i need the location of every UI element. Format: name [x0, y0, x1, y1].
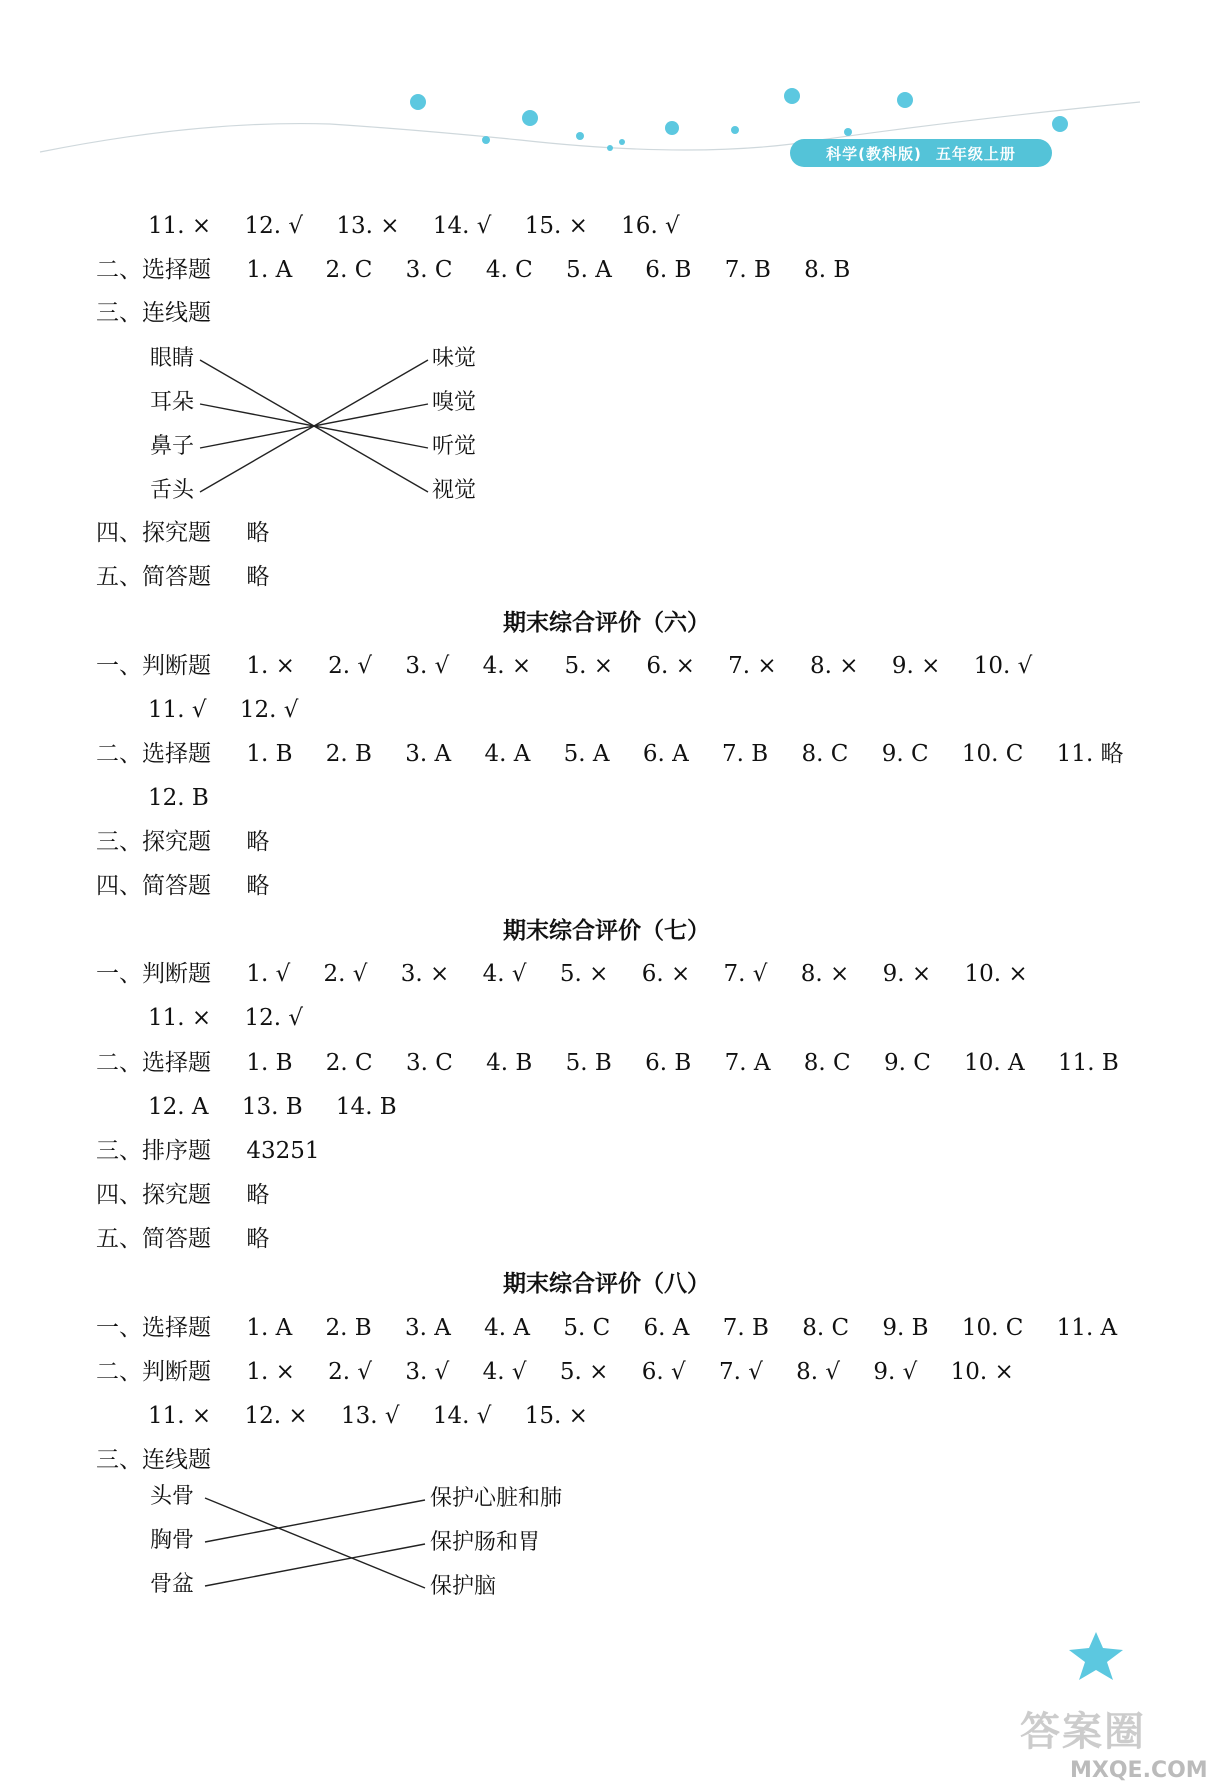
match-right-item: 保护肠和胃: [430, 1530, 541, 1555]
answer-item: 1. A: [246, 257, 293, 283]
judge-line: [96, 960, 1054, 988]
question-label: 二、选择题: [96, 257, 211, 283]
answer-item: 10. ×: [964, 961, 1028, 987]
answer-item: 略: [246, 1182, 270, 1208]
match-right-item: 保护心脏和肺: [430, 1486, 563, 1511]
answer-item: 12. ×: [244, 1403, 308, 1429]
answer-item: 略: [246, 829, 270, 855]
match-left-item: 头骨: [150, 1484, 195, 1509]
answer-item: 15. ×: [524, 213, 588, 239]
answer-item: 11. √: [148, 697, 207, 723]
answer-item: 3. ×: [400, 961, 450, 987]
answer-item: 6. B: [645, 1050, 692, 1076]
match-left-item: 胸骨: [150, 1528, 195, 1553]
answer-item: 12. √: [244, 1005, 304, 1031]
answer-item: 5. A: [563, 741, 610, 767]
answer-item: 8. C: [802, 1315, 850, 1341]
judge-continuation-line: [148, 1004, 329, 1032]
answer-item: 3. A: [405, 741, 452, 767]
answer-item: 3. √: [405, 653, 450, 679]
answer-item: 6. B: [645, 257, 692, 283]
answer-item: 9. ×: [891, 653, 941, 679]
judge-continuation-line: [148, 1402, 614, 1430]
page-number-star-icon: [1065, 1630, 1127, 1682]
answer-item: 6. ×: [641, 961, 691, 987]
answer-item: 12. √: [239, 697, 299, 723]
choice-continuation-line: [148, 784, 235, 812]
match-line: [205, 1500, 425, 1542]
question-label: 二、判断题: [96, 1359, 211, 1385]
answer-item: 3. √: [405, 1359, 450, 1385]
choice-line: [96, 1314, 1143, 1342]
answer-item: 5. C: [563, 1315, 611, 1341]
badge-grade: 五年级上册: [935, 144, 1016, 163]
answer-item: 4. √: [482, 961, 527, 987]
match-left-item: 鼻子: [150, 434, 195, 459]
answer-item: 1. B: [246, 741, 293, 767]
answer-item: 略: [246, 564, 270, 590]
answer-item: 6. A: [643, 1315, 690, 1341]
choice-line: [96, 740, 1150, 768]
answer-item: 2. √: [323, 961, 368, 987]
answer-item: 7. A: [724, 1050, 771, 1076]
match-right-item: 听觉: [432, 434, 477, 459]
short-answer-line: [96, 1225, 269, 1253]
answer-item: 略: [246, 873, 270, 899]
choice-continuation-line: [148, 1093, 423, 1121]
question-label: 二、选择题: [96, 1050, 211, 1076]
match-line: [205, 1498, 425, 1588]
answer-item: 2. √: [328, 653, 373, 679]
section-title: 期末综合评价（八）: [503, 1270, 710, 1297]
answer-item: 11. ×: [148, 213, 212, 239]
answer-item: 10. C: [961, 1315, 1024, 1341]
answer-item: 2. B: [325, 1315, 372, 1341]
answer-item: 8. B: [804, 257, 851, 283]
question-label: 五、简答题: [96, 564, 211, 590]
match-right-item: 视觉: [432, 478, 477, 503]
question-label: 一、判断题: [96, 653, 211, 679]
match-right-item: 味觉: [432, 346, 477, 371]
ordering-line: [96, 1137, 319, 1165]
answer-item: 2. C: [325, 1050, 373, 1076]
answer-item: 1. ×: [246, 1359, 295, 1385]
match-right-item: 保护脑: [430, 1574, 497, 1599]
question-label: 二、选择题: [96, 741, 211, 767]
judge-line: [96, 1358, 1040, 1386]
badge-subject: 科学(教科版): [826, 144, 922, 163]
judge-line: [96, 652, 1058, 680]
answer-item: 13. B: [241, 1094, 303, 1120]
explore-line: [96, 1181, 269, 1209]
answer-item: 15. ×: [524, 1403, 588, 1429]
answer-item: 14. √: [432, 1403, 492, 1429]
question-label: 三、探究题: [96, 829, 211, 855]
match-left-item: 耳朵: [150, 390, 195, 415]
answer-item: 8. C: [803, 1050, 851, 1076]
answer-item: 8. ×: [810, 653, 859, 679]
answer-item: 4. ×: [482, 653, 532, 679]
question-label: 三、连线题: [96, 1447, 211, 1473]
answer-item: 3. C: [405, 257, 453, 283]
answer-item: 5. B: [565, 1050, 612, 1076]
answer-item: 4. A: [484, 741, 531, 767]
answer-item: 6. √: [641, 1359, 686, 1385]
watermark-url: MXQE.COM: [1070, 1758, 1208, 1783]
section-title: 期末综合评价（七）: [503, 917, 710, 944]
answer-item: 4. C: [485, 257, 533, 283]
answer-item: 7. B: [724, 257, 771, 283]
answer-item: 43251: [246, 1138, 320, 1164]
answer-item: 4. B: [486, 1050, 533, 1076]
answer-item: 1. ×: [246, 653, 295, 679]
explore-line: [96, 828, 269, 856]
answer-item: 11. B: [1057, 1050, 1119, 1076]
answer-item: 10. A: [964, 1050, 1025, 1076]
answer-item: 10. ×: [950, 1359, 1014, 1385]
answer-item: 11. 略: [1056, 741, 1124, 767]
answer-item: 2. C: [325, 257, 373, 283]
answer-item: 12. A: [148, 1094, 209, 1120]
judge-continuation-line: [148, 696, 324, 724]
answer-item: 6. A: [642, 741, 689, 767]
answer-item: 11. ×: [148, 1403, 212, 1429]
answer-item: 13. ×: [336, 213, 400, 239]
answer-item: 1. √: [246, 961, 291, 987]
answer-item: 16. √: [621, 213, 680, 239]
answer-item: 10. C: [961, 741, 1024, 767]
answer-item: 3. C: [405, 1050, 453, 1076]
answer-item: 7. B: [722, 1315, 769, 1341]
answer-item: 11. ×: [148, 1005, 212, 1031]
answer-item: 9. C: [883, 1050, 931, 1076]
answer-item: 8. √: [796, 1359, 841, 1385]
match-right-item: 嗅觉: [432, 390, 477, 415]
question-label: 四、探究题: [96, 1182, 211, 1208]
answer-item: 4. √: [482, 1359, 527, 1385]
question-label: 四、简答题: [96, 873, 211, 899]
answer-item: 4. A: [484, 1315, 531, 1341]
answer-item: 7. B: [722, 741, 769, 767]
answer-item: 5. ×: [564, 653, 613, 679]
answer-item: 8. ×: [800, 961, 850, 987]
short-answer-line: [96, 872, 269, 900]
answer-item: 1. B: [246, 1050, 293, 1076]
answer-item: 略: [246, 520, 270, 546]
answer-item: 7. √: [723, 961, 768, 987]
answer-item: 13. √: [340, 1403, 400, 1429]
section-title: 期末综合评价（六）: [503, 609, 710, 636]
answer-item: 6. ×: [646, 653, 695, 679]
choice-line: [96, 1049, 1145, 1077]
answer-item: 5. ×: [559, 961, 609, 987]
answer-item: 7. √: [718, 1359, 763, 1385]
question-label: 三、排序题: [96, 1138, 211, 1164]
answer-item: 9. ×: [882, 961, 932, 987]
answer-item: 9. B: [882, 1315, 929, 1341]
answer-item: 5. ×: [559, 1359, 609, 1385]
question-label: 三、连线题: [96, 300, 211, 326]
answer-item: 2. √: [328, 1359, 373, 1385]
answer-item: 12. B: [148, 785, 209, 811]
answer-item: 11. A: [1056, 1315, 1118, 1341]
answer-item: 略: [246, 1226, 270, 1252]
answer-item: 9. √: [873, 1359, 918, 1385]
match-left-item: 舌头: [150, 478, 195, 503]
answer-item: 10. √: [973, 653, 1033, 679]
answer-item: 7. ×: [728, 653, 777, 679]
answer-item: 14. B: [335, 1094, 397, 1120]
question-label: 一、判断题: [96, 961, 211, 987]
match-left-item: 骨盆: [150, 1572, 195, 1597]
answer-item: 5. A: [566, 257, 612, 283]
explore-line: [96, 519, 269, 547]
watermark-logo: 答案圈: [1020, 1709, 1146, 1755]
answer-item: 8. C: [801, 741, 849, 767]
match-line: [205, 1544, 425, 1586]
match-left-item: 眼睛: [150, 346, 195, 371]
answer-item: 9. C: [881, 741, 929, 767]
answer-item: 14. √: [432, 213, 492, 239]
answer-item: 1. A: [246, 1315, 293, 1341]
question-label: 四、探究题: [96, 520, 211, 546]
short-answer-line: [96, 563, 269, 591]
answer-item: 12. √: [244, 213, 304, 239]
answer-item: 2. B: [325, 741, 372, 767]
answer-item: 3. A: [404, 1315, 451, 1341]
question-label: 一、选择题: [96, 1315, 211, 1341]
question-label: 五、简答题: [96, 1226, 211, 1252]
